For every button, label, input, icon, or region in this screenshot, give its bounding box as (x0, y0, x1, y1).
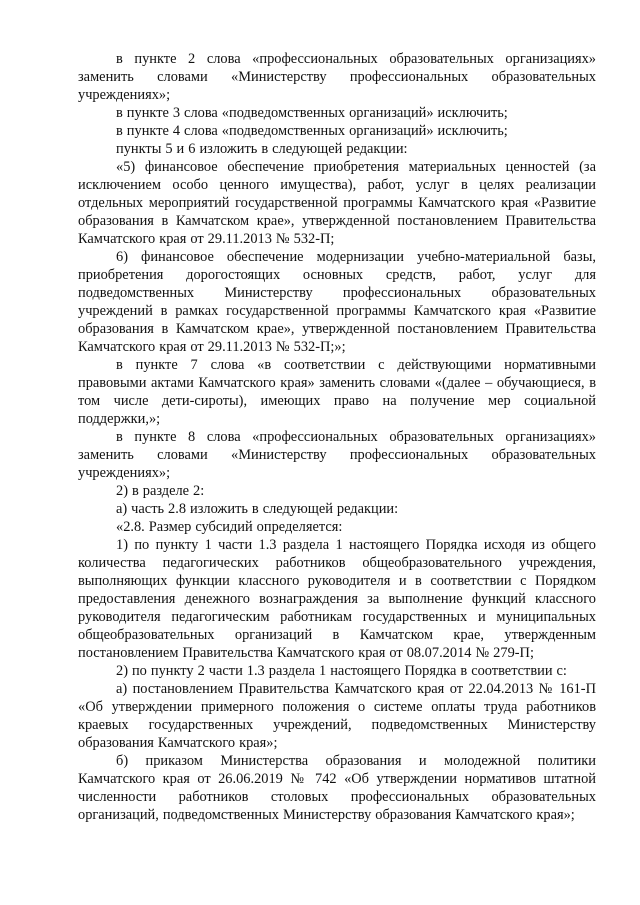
paragraph-1: в пункте 2 слова «профессиональных образовательных организациях» заменить словами «Министерству профессиональных образовательных учреждениях»; (78, 51, 596, 103)
paragraph-11: «2.8. Размер субсидий определяется: (116, 519, 343, 535)
paragraph-10: а) часть 2.8 изложить в следующей редакции: (116, 501, 399, 517)
paragraph-15: б) приказом Министерства образования и молодежной политики Камчатского края от 26.06.2019 № 742 «Об утверждении нормативов штатной численности работников столовых профессиональных образовательных организаций, подведомственных Министерству образования Камчатского края»; (78, 753, 596, 823)
paragraph-12: 1) по пункту 1 части 1.3 раздела 1 настоящего Порядка исходя из общего количества педагогических работников общеобразовательного учреждения, выполняющих функции классного руководителя и в соответствии с Порядком предоставления денежного вознаграждения за выполнение функций классного руководителя педагогическим работникам государственных и муниципальных общеобразовательных организаций в Камчатском крае, утвержденным постановлением Правительства Камчатского края от 08.07.2014 № 279-П; (78, 537, 596, 661)
paragraph-4: пункты 5 и 6 изложить в следующей редакции: (116, 141, 408, 157)
paragraph-5: «5) финансовое обеспечение приобретения материальных ценностей (за исключением особо ценного имущества), работ, услуг в целях реализации отдельных мероприятий государственной программы Камчатского края «Развитие образования в Камчатском крае», утвержденной постановлением Правительства Камчатского края от 29.11.2013 № 532-П; (78, 159, 596, 247)
paragraph-9: 2) в разделе 2: (116, 483, 205, 499)
paragraph-8: в пункте 8 слова «профессиональных образовательных организациях» заменить словами «Министерству профессиональных образовательных учреждениях»; (78, 429, 596, 481)
paragraph-7: в пункте 7 слова «в соответствии с действующими нормативными правовыми актами Камчатского края» заменить словами «(далее – обучающиеся, в том числе дети-сироты), имеющих право на получение мер социальной поддержки,»; (78, 357, 596, 427)
paragraph-13: 2) по пункту 2 части 1.3 раздела 1 настоящего Порядка в соответствии с: (116, 663, 567, 679)
paragraph-6: 6) финансовое обеспечение модернизации учебно-материальной базы, приобретения дорогостоящих основных средств, работ, услуг для подведомственных Министерству профессиональных образовательных учреждений в рамках государственной программы Камчатского края «Развитие образования в Камчатском крае», утвержденной постановлением Правительства Камчатского края от 29.11.2013 № 532-П;»; (78, 249, 596, 355)
paragraph-3: в пункте 4 слова «подведомственных организаций» исключить; (116, 123, 508, 139)
paragraph-14: а) постановлением Правительства Камчатского края от 22.04.2013 № 161-П «Об утверждении примерного положения о системе оплаты труда работников краевых государственных учреждений, подведомственных Министерству образования Камчатского края»; (78, 681, 596, 751)
paragraph-2: в пункте 3 слова «подведомственных организаций» исключить; (116, 105, 508, 121)
